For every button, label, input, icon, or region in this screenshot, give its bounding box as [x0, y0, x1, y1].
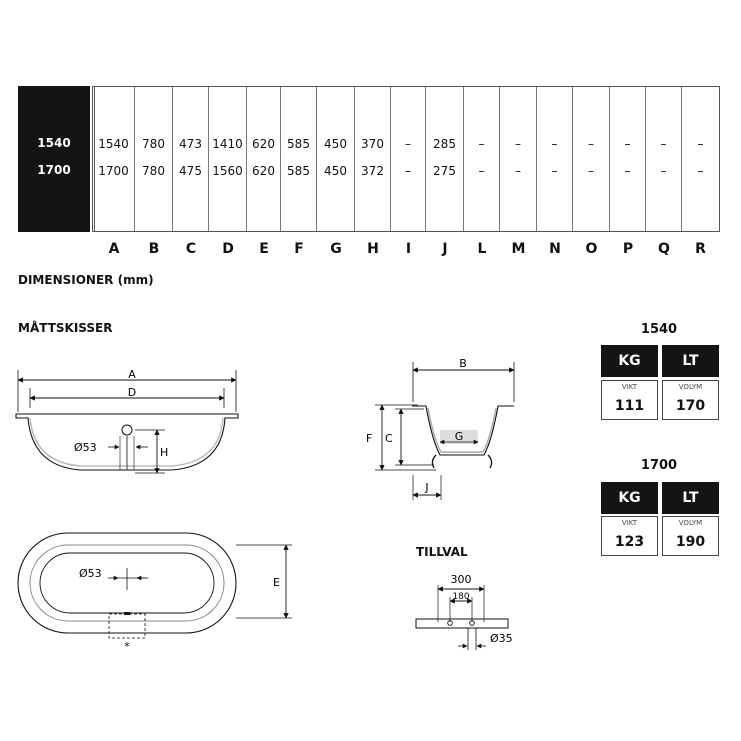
asterisk-mark: *: [124, 640, 130, 653]
table-cell: 450: [324, 164, 347, 178]
spec-title-1700: 1700: [640, 458, 678, 473]
table-cell: –: [515, 137, 521, 151]
spec-weight-caption: VIKT: [621, 383, 638, 391]
dim-label-j: J: [425, 481, 429, 494]
column-letter-p: P: [622, 241, 634, 257]
table-cell: 620: [252, 164, 275, 178]
dimensions-unit: (mm): [117, 273, 154, 287]
column-letter-m: M: [511, 241, 526, 257]
table-cell: 372: [361, 164, 384, 178]
spec-title-1540: 1540: [640, 322, 678, 337]
table-cell: 1540: [98, 137, 129, 151]
table-cell: 780: [142, 137, 165, 151]
table-cell: 1560: [212, 164, 243, 178]
column-letter-h: H: [367, 241, 379, 257]
table-cell: 473: [179, 137, 202, 151]
options-heading: TILLVAL: [416, 545, 468, 559]
spec-volume-value: 190: [675, 534, 706, 550]
option-dim-180: 180: [452, 592, 470, 602]
drain-label-top: Ø53: [79, 567, 102, 580]
column-letter-g: G: [330, 241, 342, 257]
table-cell: 620: [252, 137, 275, 151]
dim-label-f: F: [366, 432, 373, 445]
column-letter-d: D: [222, 241, 234, 257]
spec-weight-value: 111: [614, 398, 645, 414]
column-letter-o: O: [585, 241, 598, 257]
table-cell: –: [697, 137, 704, 151]
table-cell: 370: [361, 137, 384, 151]
column-letter-a: A: [108, 241, 120, 257]
column-letter-c: C: [185, 241, 197, 257]
table-cell: –: [660, 137, 667, 151]
spec-lt-label-1700: LT: [662, 482, 719, 514]
table-cell: 1410: [212, 137, 243, 151]
column-letter-b: B: [148, 241, 160, 257]
column-letter-i: I: [405, 241, 412, 257]
spec-volume-value: 170: [675, 398, 706, 414]
column-letter-r: R: [695, 241, 706, 257]
table-cell: –: [624, 137, 631, 151]
table-cell: –: [624, 164, 631, 178]
top-view-tub: [18, 533, 292, 638]
table-cell: 275: [433, 164, 456, 178]
dim-label-d: D: [127, 386, 137, 399]
table-cell: –: [405, 137, 411, 151]
table-cell: –: [660, 164, 667, 178]
end-view-tub: [375, 362, 514, 500]
spec-volume-caption: VOLYM: [678, 519, 703, 527]
column-letter-j: J: [442, 241, 448, 257]
sketches-heading: MÅTTSKISSER: [18, 321, 113, 335]
table-cell: –: [405, 164, 411, 178]
dim-label-c: C: [385, 432, 393, 445]
spec-kg-label-1540: KG: [601, 345, 658, 377]
table-cell: –: [515, 164, 521, 178]
dim-label-b: B: [459, 357, 467, 370]
spec-weight-value: 123: [614, 534, 645, 550]
dim-label-e: E: [273, 576, 280, 589]
column-letter-n: N: [549, 241, 561, 257]
table-cell: 475: [179, 164, 202, 178]
spec-lt-label-1540: LT: [662, 345, 719, 377]
table-cell: –: [697, 164, 704, 178]
table-cell: –: [478, 137, 485, 151]
column-letter-q: Q: [658, 241, 670, 257]
dim-label-g: G: [454, 430, 464, 443]
table-cell: –: [551, 137, 558, 151]
table-cell: 780: [142, 164, 165, 178]
column-letter-e: E: [259, 241, 269, 257]
option-dim-35: Ø35: [490, 632, 513, 645]
option-dim-300: 300: [450, 573, 472, 586]
table-cell: –: [588, 164, 594, 178]
spec-volume-caption: VOLYM: [678, 383, 703, 391]
column-letter-l: L: [477, 241, 487, 257]
spec-kg-label-1700: KG: [601, 482, 658, 514]
dim-label-h: H: [160, 446, 169, 459]
table-cell: –: [551, 164, 558, 178]
table-cell: 285: [433, 137, 456, 151]
model-label-1540: 1540: [37, 136, 71, 150]
model-label-1700: 1700: [37, 163, 71, 177]
table-cell: –: [478, 164, 485, 178]
spec-weight-caption: VIKT: [621, 519, 638, 527]
table-cell: 1700: [98, 164, 129, 178]
column-letter-f: F: [294, 241, 304, 257]
dim-label-a: A: [128, 368, 136, 381]
table-cell: 450: [324, 137, 347, 151]
table-cell: 585: [287, 137, 310, 151]
table-cell: 585: [287, 164, 310, 178]
drain-label-side: Ø53: [74, 441, 97, 454]
table-cell: –: [588, 137, 594, 151]
dimensions-title: DIMENSIONER: [18, 273, 114, 287]
